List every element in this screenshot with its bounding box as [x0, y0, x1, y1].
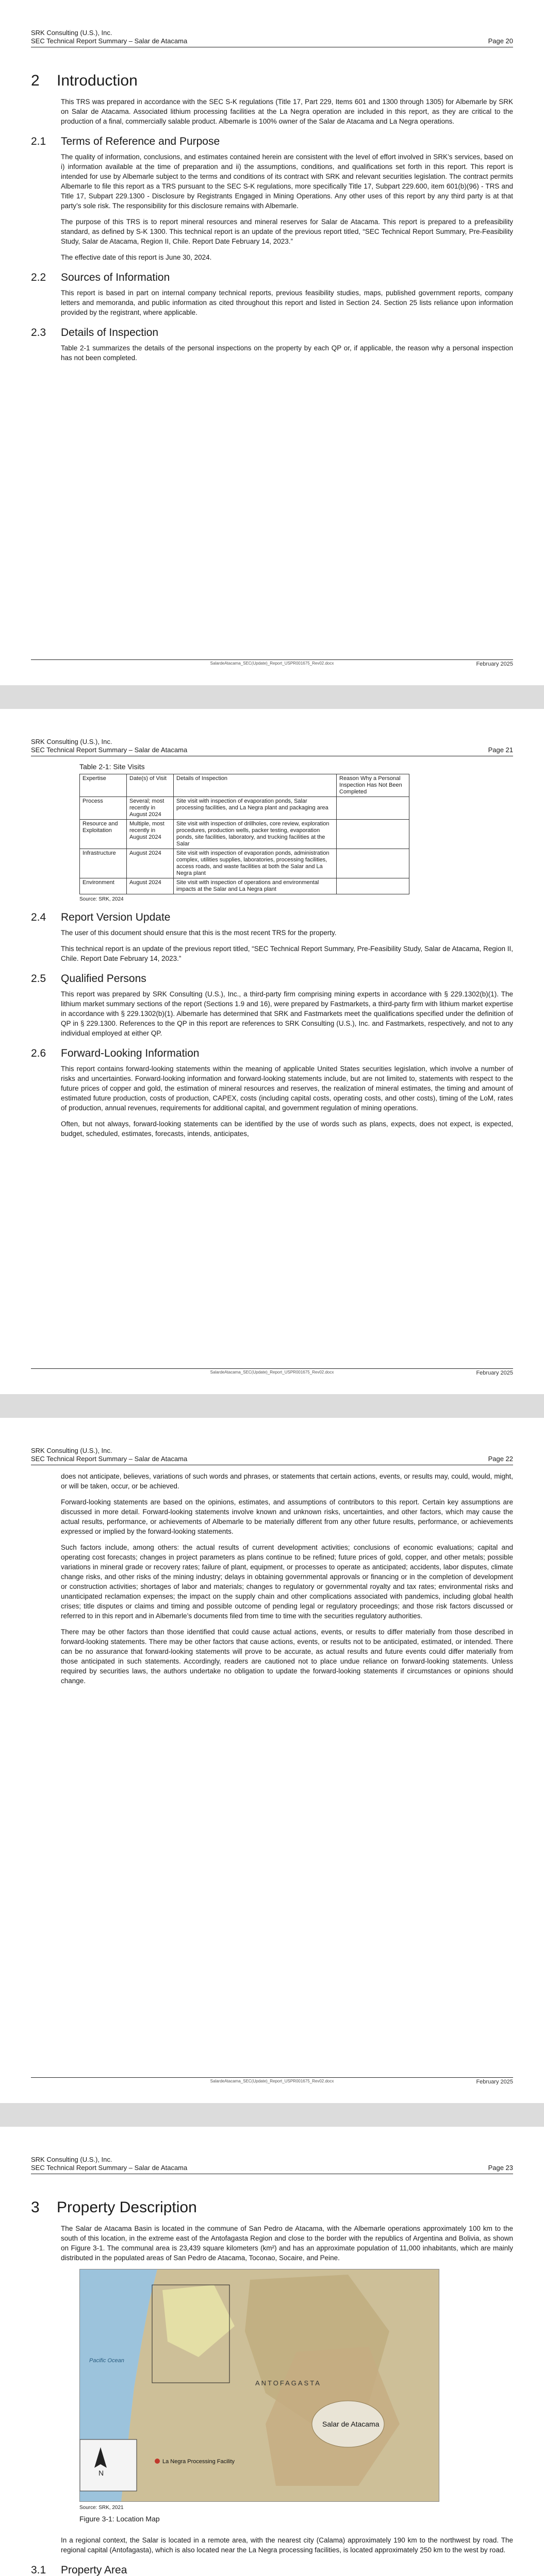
north-label: N — [98, 2469, 104, 2477]
header-report: SEC Technical Report Summary – Salar de Atacama — [31, 746, 188, 754]
table-cell: August 2024 — [127, 849, 174, 878]
page-content — [31, 762, 513, 1145]
footer-date: February 2025 — [476, 661, 513, 667]
table-cell: Multiple, most recently in August 2024 — [127, 820, 174, 849]
page — [0, 2127, 544, 2576]
column-header: Reason Why a Personal Inspection Has Not Been Completed — [337, 774, 409, 797]
subsection-heading: 2.3 Details of Inspection — [31, 327, 159, 338]
paragraph: This technical report is an update of the previous report titled, “SEC Technical Report Summary, Pre-Feasibility Study, Salar de Atacama, Region II, Chile. Report Date February 14, 2023.” — [61, 945, 513, 962]
region-label: ANTOFAGASTA — [255, 2379, 321, 2387]
paragraph: Table 2-1 summarizes the details of the personal inspections on the property by each QP or, if applicable, the reason why a personal inspection has not been completed. — [61, 344, 513, 362]
paragraph: This TRS was prepared in accordance with the SEC S-K regulations (Title 17, Part 229, Items 601 and 1300 through 1305) for Albemarle by SRK on Salar de Atacama. Associated lithium processing facilities at the La Negra operation are included in this report, as they are critical to the production of a final, commercially salable product. Albemarle is 100% owner of the Salar de Atacama and La Negra operations. — [61, 98, 513, 125]
salar-label: Salar de Atacama — [322, 2420, 380, 2428]
page-number: Page 22 — [488, 1455, 513, 1463]
footer-file: SalardeAtacama_SEC(Update)_Report_USPR001675_Rev02.docx — [210, 2079, 334, 2083]
figure-caption: Figure 3-1: Location Map — [79, 2515, 160, 2523]
page-number: Page 20 — [488, 37, 513, 45]
header-report: SEC Technical Report Summary – Salar de Atacama — [31, 1455, 188, 1463]
header-report: SEC Technical Report Summary – Salar de Atacama — [31, 37, 188, 45]
subsection-heading: 2.4 Report Version Update — [31, 911, 171, 923]
table-cell: Infrastructure — [80, 849, 127, 878]
page-content — [31, 54, 513, 369]
footer-file: SalardeAtacama_SEC(Update)_Report_USPR001675_Rev02.docx — [210, 1370, 334, 1375]
site-visits-table — [79, 774, 409, 894]
paragraph: The quality of information, conclusions, and estimates contained herein are consistent with the level of effort involved in SRK’s services, based on i) information available at the time of preparation and ii) the assumptions, conditions, and qualifications set forth in this report. This report is intended for use by Albemarle subject to the terms and conditions of its contract with SRK and relevant securities legislation. The contract permits Albemarle to file this report as a TRS pursuant to the SEC S-K regulations, more specifically Title 17, Subpart 229.600, item 601(b)(96) - TRS and Title 17, Subpart 229.1300 - Disclosure by Registrants Engaged in Mining Operations. Any other uses of this report by any third party is at that party’s sole risk. The responsibility for this disclosure remains with Albemarle. — [61, 153, 513, 210]
header-company: SRK Consulting (U.S.), Inc. — [31, 2156, 112, 2163]
page-footer — [31, 659, 513, 666]
subsection-heading: 2.1 Terms of Reference and Purpose — [31, 135, 220, 147]
page — [0, 0, 544, 685]
table-cell — [337, 878, 409, 894]
paragraph: In a regional context, the Salar is located in a remote area, with the nearest city (Calama) approximately 190 km to the northwest by road. The regional capital (Antofagasta), which is also located near the La Negra processing facilities, is located approximately 250 km to the west by road. — [61, 2536, 513, 2554]
subsection-heading: 2.5 Qualified Persons — [31, 973, 146, 985]
paragraph: The purpose of this TRS is to report mineral resources and mineral reserves for Salar de Atacama. This report is prepared to a prefeasibility standard, as defined by S-K 1300. This technical report is an update of the previous report titled, “SEC Technical Report Summary, Pre-Feasibility Study, Salar de Atacama, Region II, Chile. Report Date February 14, 2023.” — [61, 218, 513, 245]
paragraph: This report was prepared by SRK Consulting (U.S.), Inc., a third-party firm comprising mining experts in accordance with § 229.1302(b)(1). The lithium market summary sections of the report (Sections 1.9 and 16), were prepared by Fastmarkets, a third-party firm with lithium market expertise in accordance with § 229.1302(b)(1). Albemarle has determined that SRK and Fastmarkets meet the qualifications specified under the definition of QP in § 229.1300. References to the QP in this report are references to SRK Consulting (U.S.), Inc. and Fastmarkets, respectively, and not to any individual employed at either QP. — [61, 990, 513, 1037]
paragraph: Forward-looking statements are based on the opinions, estimates, and assumptions of contributors to this report. Certain key assumptions are discussed in more detail. Forward-looking statements involve known and unknown risks, uncertainties, and other factors, which may cause the actual results, performance, or achievements of Albemarle to be materially different from any other future results, performance, or achievements expressed or implied by the forward-looking statements. — [61, 1498, 513, 1535]
table-row — [80, 878, 409, 894]
table-cell: Site visit with inspection of drillholes, core review, exploration procedures, production wells, packer testing, evaporation ponds, site facilities, laboratory, and trucking facilities at the Salar — [174, 820, 337, 849]
section-heading: 3 Property Description — [31, 2199, 197, 2216]
subsection-heading: 3.1 Property Area — [31, 2564, 127, 2576]
header-company: SRK Consulting (U.S.), Inc. — [31, 29, 112, 37]
table-cell — [337, 849, 409, 878]
table-source: Source: SRK, 2024 — [79, 896, 124, 902]
ocean-label: Pacific Ocean — [89, 2358, 124, 2364]
table-cell: Environment — [80, 878, 127, 894]
column-header: Details of Inspection — [174, 774, 337, 797]
table-cell: Site visit with inspection of evaporation ponds, Salar processing facilities, and La Negra plant and packaging area — [174, 797, 337, 820]
table-row — [80, 797, 409, 820]
figure-source: Source: SRK, 2021 — [79, 2505, 124, 2511]
page-header — [31, 1447, 513, 1465]
table-cell: Site visit with inspection of operations and environmental impacts at the Salar and La Negra plant — [174, 878, 337, 894]
table-cell: August 2024 — [127, 878, 174, 894]
table-cell — [337, 820, 409, 849]
location-map-image — [80, 2269, 439, 2501]
page — [0, 709, 544, 1394]
paragraph: There may be other factors than those identified that could cause actual actions, events, or results to differ materially from those described in forward-looking statements. There may be other factors that cause actions, events, or results not to be anticipated, estimated, or intended. There can be no assurance that forward-looking statements will prove to be accurate, as actual results and future events could differ materially from those anticipated in such statements. Accordingly, readers are cautioned not to place undue reliance on forward-looking statements. Unless required by securities laws, the authors undertake no obligation to update the forward-looking statements if circumstances or opinions should change. — [61, 1628, 513, 1685]
paragraph: Such factors include, among others: the actual results of current development activities; conclusions of economic evaluations; capital and operating cost forecasts; changes in project parameters as plans continue to be refined; future prices of gold, copper, and other metals; possible variations in mineral grade or recovery rates; failure of plant, equipment, or processes to operate as anticipated; accidents, labor disputes, climate change risks, and other risks of the mining industry; delays in obtaining governmental approvals or financing or in the completion of development or construction activities; shortages of labor and materials; changes to regulatory or governmental royalty and tax rates; environmental risks and unanticipated reclamation expenses; the impact on the supply chain and other complications associated with pandemics, including global health crises; title disputes or claims and timing and possible outcome of pending legal or regulatory proceedings; and those risk factors discussed or referred to in this report and in Albemarle’s documents filed from time to time with the securities regulatory authorities. — [61, 1544, 513, 1620]
section-heading: 2 Introduction — [31, 72, 138, 89]
footer-date: February 2025 — [476, 1370, 513, 1376]
page-header — [31, 29, 513, 47]
table-cell: Site visit with inspection of evaporation ponds, administration complex, utilities supplies, laboratories, processing facilities, access roads, and waste facilities at both the Salar and La Negra plant — [174, 849, 337, 878]
column-header: Expertise — [80, 774, 127, 797]
page-header — [31, 738, 513, 756]
subsection-heading: 2.2 Sources of Information — [31, 272, 170, 283]
table-row — [80, 820, 409, 849]
page-content — [31, 1471, 513, 1692]
table-cell — [337, 797, 409, 820]
page-header — [31, 2156, 513, 2174]
location-map — [79, 2269, 439, 2502]
page-content — [31, 2180, 513, 2576]
page-footer — [31, 1368, 513, 1375]
table-caption: Table 2-1: Site Visits — [79, 762, 145, 771]
la-negra-marker-icon — [155, 2459, 160, 2464]
table-header-row — [80, 774, 409, 797]
paragraph: This report is based in part on internal company technical reports, previous feasibility studies, maps, published government reports, company letters and memoranda, and public information as cited throughout this report and listed in Section 24. Section 25 lists reliance upon information provided by the registrant, where applicable. — [61, 289, 513, 316]
paragraph: Often, but not always, forward-looking statements can be identified by the use of words such as plans, expects, does not expect, is expected, budget, scheduled, estimates, forecasts, intends, anticipates, — [61, 1120, 513, 1138]
la-negra-label: La Negra Processing Facility — [162, 2459, 235, 2465]
paragraph: The effective date of this report is June 30, 2024. — [61, 253, 212, 261]
page — [0, 1418, 544, 2103]
paragraph: The Salar de Atacama Basin is located in the commune of San Pedro de Atacama, with the Albemarle operations approximately 100 km to the south of this location, in the extreme east of the Antofagasta Region and close to the border with the republics of Argentina and Bolivia, as shown on Figure 3-1. The communal area is 23,439 square kilometers (km²) and has an approximate population of 11,000 inhabitants, which are mainly distributed in the populated areas of San Pedro de Atacama, Toconao, Socaire, and Peine. — [61, 2225, 513, 2262]
table-row — [80, 849, 409, 878]
page-number: Page 21 — [488, 746, 513, 754]
header-report: SEC Technical Report Summary – Salar de Atacama — [31, 2164, 188, 2172]
footer-date: February 2025 — [476, 2079, 513, 2085]
table-cell: Process — [80, 797, 127, 820]
paragraph: The user of this document should ensure that this is the most recent TRS for the property. — [61, 929, 337, 937]
header-company: SRK Consulting (U.S.), Inc. — [31, 1447, 112, 1454]
column-header: Date(s) of Visit — [127, 774, 174, 797]
page-footer — [31, 2077, 513, 2083]
table-cell: Several; most recently in August 2024 — [127, 797, 174, 820]
subsection-heading: 2.6 Forward-Looking Information — [31, 1047, 200, 1059]
page-number: Page 23 — [488, 2164, 513, 2172]
paragraph: This report contains forward-looking statements within the meaning of applicable United States securities legislation, which involve a number of risks and uncertainties. Forward-looking information and forward-looking statements include, but are not limited to, statements with respect to the future prices of copper and gold, the estimation of mineral resources and reserves, the realization of mineral estimates, the timing and amount of estimated future production, costs of production, CAPEX, costs (including capital costs, operating costs, and other costs), timing of the LoM, rates of production, annual revenues, requirements for additional capital, and government regulation of mining operations. — [61, 1065, 513, 1112]
header-company: SRK Consulting (U.S.), Inc. — [31, 738, 112, 745]
table-cell: Resource and Exploitation — [80, 820, 127, 849]
paragraph: does not anticipate, believes, variations of such words and phrases, or statements that certain actions, events, or results may, could, would, might, or will be taken, occur, or be achieved. — [61, 1472, 513, 1490]
footer-file: SalardeAtacama_SEC(Update)_Report_USPR001675_Rev02.docx — [210, 661, 334, 666]
